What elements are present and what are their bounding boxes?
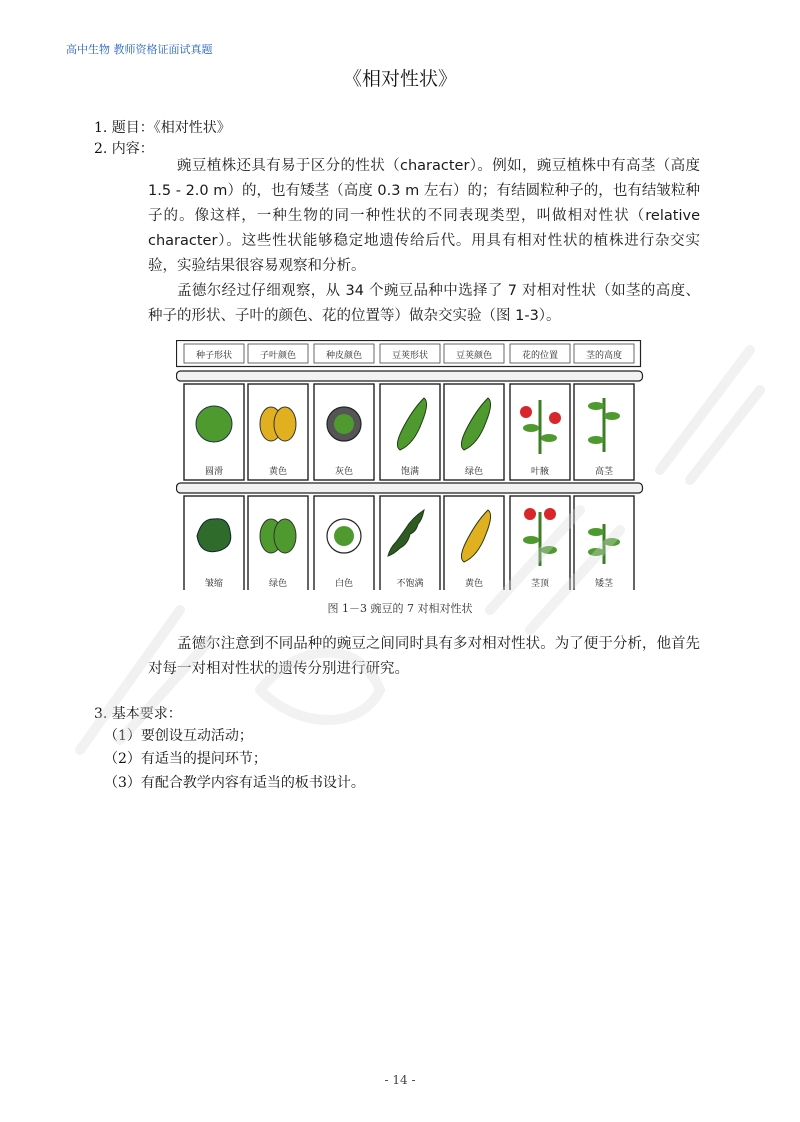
trait-variant-label: 高茎 — [594, 467, 614, 477]
trait-variant-label: 皱缩 — [204, 579, 224, 589]
pea-traits-svg — [176, 340, 646, 590]
trait-variant-label: 黄色 — [268, 467, 288, 477]
pea-traits-figure — [176, 340, 646, 590]
item-requirements-label: 3. 基本要求： — [94, 706, 182, 722]
pea-trait-illustration-icon — [327, 407, 361, 441]
figure-header-label: 花的位置 — [521, 351, 559, 361]
trait-variant-label: 白色 — [334, 579, 354, 589]
trait-variant-label: 矮茎 — [594, 579, 614, 589]
figure-caption: 图 1－3 豌豆的 7 对相对性状 — [327, 602, 473, 615]
pea-trait-illustration-icon — [327, 519, 361, 553]
page-number: - 14 - — [384, 1073, 416, 1087]
content-paragraph-2: 孟德尔经过仔细观察，从 34 个豌豆品种中选择了 7 对相对性状（如茎的高度、种子的形状、子叶的颜色、花的位置等）做杂交实验（图 1-3）。 — [148, 283, 700, 324]
figure-header-label: 种皮颜色 — [325, 351, 363, 361]
pea-trait-illustration-icon — [260, 519, 296, 553]
pea-trait-illustration-icon — [196, 406, 232, 442]
requirement-1: （1）要创设互动活动； — [104, 728, 253, 744]
figure-header-label: 子叶颜色 — [259, 351, 297, 361]
requirement-3: （3）有配合教学内容有适当的板书设计。 — [104, 775, 365, 791]
item-content-label: 2. 内容： — [94, 141, 154, 157]
trait-variant-label: 饱满 — [400, 467, 420, 477]
trait-variant-label: 圆滑 — [204, 467, 224, 477]
trait-variant-label: 绿色 — [268, 579, 288, 589]
trait-variant-label: 绿色 — [464, 467, 484, 477]
figure-header-label: 茎的高度 — [585, 351, 623, 361]
content-paragraph-3: 孟德尔注意到不同品种的豌豆之间同时具有多对相对性状。为了便于分析，他首先对每一对相对性状的遗传分别进行研究。 — [148, 636, 700, 677]
content-paragraph-1: 豌豆植株还具有易于区分的性状（character）。例如，豌豆植株中有高茎（高度 1.5 - 2.0 m）的，也有矮茎（高度 0.3 m 左右）的；有结圆粒种子的，也有结皱粒种子的。像这样，一种生物的同一种性状的不同表现类型，叫做相对性状（relative character）。这些性状能够稳定地遗传给后代。用具有相对性状的植株进行杂交实验，实验结果很容易观察和分析。 — [148, 158, 700, 274]
trait-variant-label: 黄色 — [464, 579, 484, 589]
page-title: 《相对性状》 — [342, 68, 457, 90]
trait-variant-label: 不饱满 — [396, 579, 424, 589]
trait-variant-label: 灰色 — [334, 467, 354, 477]
item-topic: 1. 题目：《相对性状》 — [94, 120, 231, 136]
figure-header-label: 豆荚颜色 — [455, 351, 493, 361]
trait-variant-label: 叶腋 — [530, 467, 550, 477]
requirement-2: （2）有适当的提问环节； — [104, 751, 267, 767]
header-tag: 高中生物 教师资格证面试真题 — [66, 43, 213, 56]
trait-variant-label: 茎顶 — [530, 579, 550, 589]
figure-header-label: 种子形状 — [195, 351, 233, 361]
pea-trait-illustration-icon — [260, 407, 296, 441]
figure-header-label: 豆荚形状 — [391, 351, 429, 361]
